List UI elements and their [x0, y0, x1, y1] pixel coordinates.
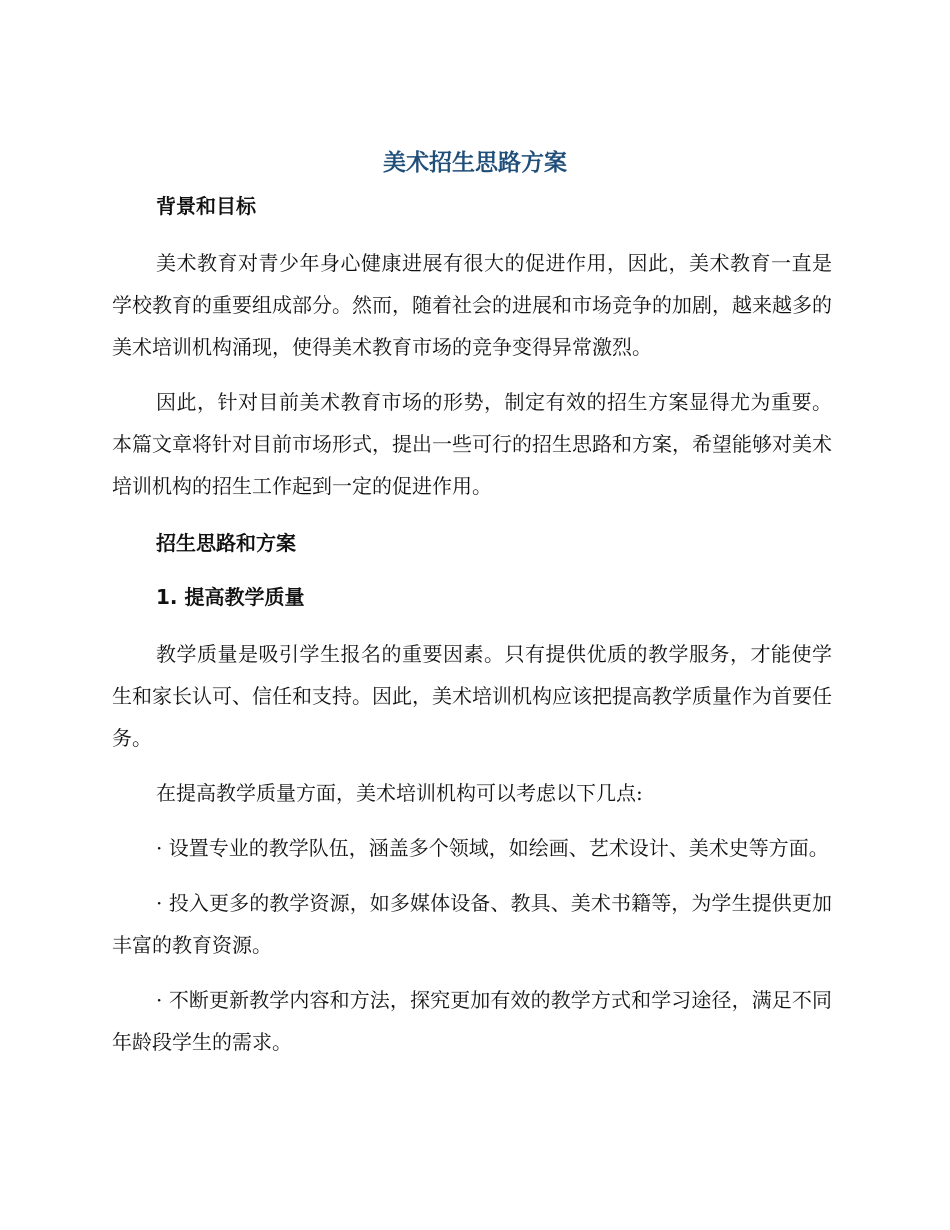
bullet-item: · 设置专业的教学队伍，涵盖多个领域，如绘画、艺术设计、美术史等方面。	[156, 836, 829, 860]
paragraph: 教学质量是吸引学生报名的重要因素。只有提供优质的教学服务，才能使学生和家长认可、信任和支持。因此，美术培训机构应该把提高教学质量作为首要任务。	[112, 642, 832, 750]
paragraph: 美术教育对青少年身心健康进展有很大的促进作用，因此，美术教育一直是学校教育的重要组成部分。然而，随着社会的进展和市场竞争的加剧，越来越多的美术培训机构涌现，使得美术教育市场的竞争变得异常激烈。	[112, 251, 832, 359]
bullet-item: · 不断更新教学内容和方法，探究更加有效的教学方式和学习途径，满足不同年龄段学生的需求。	[112, 988, 832, 1054]
section-background	[112, 188, 832, 507]
section-strategy	[112, 525, 832, 1063]
subsection-heading: 1. 提高教学质量	[156, 585, 305, 609]
document-title: 美术招生思路方案	[383, 150, 567, 176]
document-body	[112, 188, 832, 1063]
section-heading: 背景和目标	[156, 194, 256, 218]
section-heading: 招生思路和方案	[156, 531, 296, 555]
bullet-item: · 投入更多的教学资源，如多媒体设备、教具、美术书籍等，为学生提供更加丰富的教育资源。	[112, 891, 832, 957]
paragraph: 在提高教学质量方面，美术培训机构可以考虑以下几点:	[156, 781, 643, 805]
paragraph: 因此，针对目前美术教育市场的形势，制定有效的招生方案显得尤为重要。本篇文章将针对目前市场形式，提出一些可行的招生思路和方案，希望能够对美术培训机构的招生工作起到一定的促进作用。	[112, 390, 832, 498]
